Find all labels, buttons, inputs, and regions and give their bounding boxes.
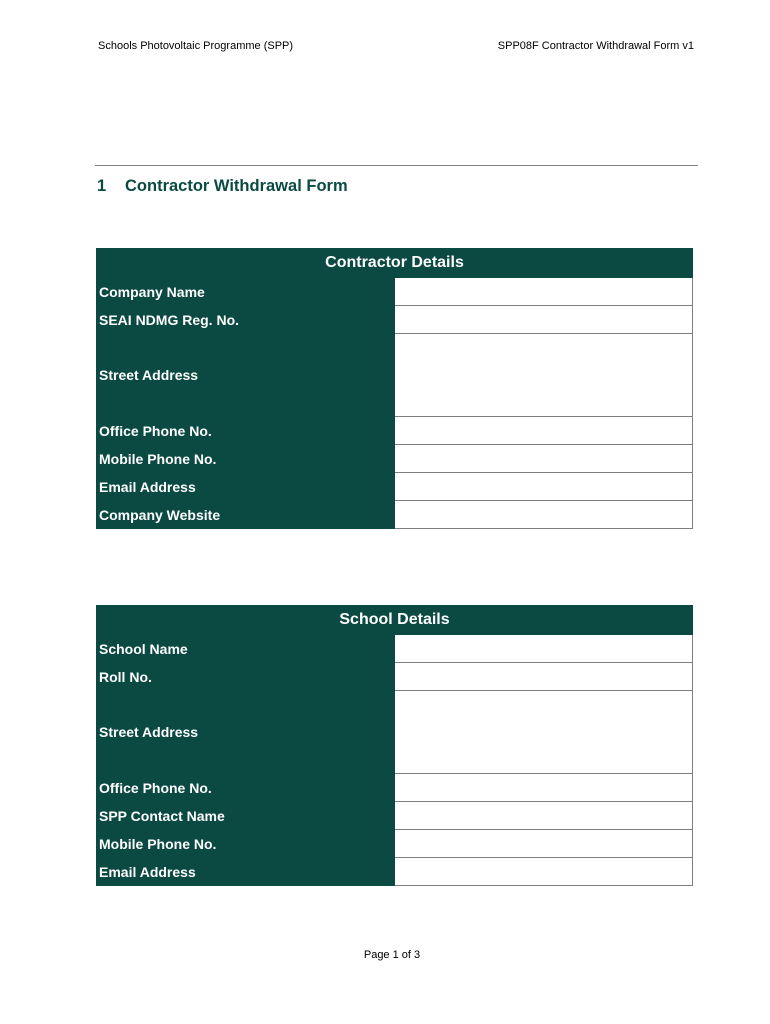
table-row bbox=[97, 802, 693, 830]
table-row bbox=[97, 858, 693, 886]
school-street-address-field[interactable] bbox=[395, 691, 693, 774]
school-mobile-phone-field[interactable] bbox=[395, 830, 693, 858]
school-office-phone-field[interactable] bbox=[395, 774, 693, 802]
contractor-details-header-row bbox=[97, 249, 693, 278]
spp-contact-name-label: SPP Contact Name bbox=[97, 802, 395, 830]
table-row bbox=[97, 691, 693, 774]
table-row bbox=[97, 635, 693, 663]
school-email-field[interactable] bbox=[395, 858, 693, 886]
table-row bbox=[97, 334, 693, 417]
contractor-office-phone-label: Office Phone No. bbox=[97, 417, 395, 445]
table-row bbox=[97, 473, 693, 501]
table-row bbox=[97, 306, 693, 334]
company-website-label: Company Website bbox=[97, 501, 395, 529]
seai-reg-label: SEAI NDMG Reg. No. bbox=[97, 306, 395, 334]
roll-no-label: Roll No. bbox=[97, 663, 395, 691]
school-email-label: Email Address bbox=[97, 858, 395, 886]
document-header-right: SPP08F Contractor Withdrawal Form v1 bbox=[497, 40, 694, 52]
contractor-details-table bbox=[96, 248, 693, 529]
company-website-field[interactable] bbox=[395, 501, 693, 529]
contractor-mobile-phone-label: Mobile Phone No. bbox=[97, 445, 395, 473]
school-street-address-label: Street Address bbox=[97, 691, 395, 774]
company-name-label: Company Name bbox=[97, 278, 395, 306]
seai-reg-field[interactable] bbox=[395, 306, 693, 334]
table-row bbox=[97, 663, 693, 691]
school-details-title: School Details bbox=[97, 606, 693, 635]
table-row bbox=[97, 501, 693, 529]
spp-contact-name-field[interactable] bbox=[395, 802, 693, 830]
section-number: 1 bbox=[97, 177, 107, 195]
school-details-header-row bbox=[97, 606, 693, 635]
contractor-office-phone-field[interactable] bbox=[395, 417, 693, 445]
page-number: Page 1 of 3 bbox=[363, 949, 421, 961]
contractor-mobile-phone-field[interactable] bbox=[395, 445, 693, 473]
contractor-details-title: Contractor Details bbox=[97, 249, 693, 278]
section-title bbox=[97, 177, 348, 196]
table-row bbox=[97, 830, 693, 858]
table-row bbox=[97, 278, 693, 306]
document-header-left: Schools Photovoltaic Programme (SPP) bbox=[98, 40, 294, 52]
company-name-field[interactable] bbox=[395, 278, 693, 306]
contractor-street-address-label: Street Address bbox=[97, 334, 395, 417]
school-name-label: School Name bbox=[97, 635, 395, 663]
table-row bbox=[97, 445, 693, 473]
section-title-text: Contractor Withdrawal Form bbox=[125, 177, 348, 195]
school-mobile-phone-label: Mobile Phone No. bbox=[97, 830, 395, 858]
table-row bbox=[97, 774, 693, 802]
school-details-table bbox=[96, 605, 693, 886]
table-row bbox=[97, 417, 693, 445]
roll-no-field[interactable] bbox=[395, 663, 693, 691]
contractor-email-label: Email Address bbox=[97, 473, 395, 501]
header-rule bbox=[95, 165, 698, 166]
contractor-email-field[interactable] bbox=[395, 473, 693, 501]
school-name-field[interactable] bbox=[395, 635, 693, 663]
contractor-street-address-field[interactable] bbox=[395, 334, 693, 417]
school-office-phone-label: Office Phone No. bbox=[97, 774, 395, 802]
